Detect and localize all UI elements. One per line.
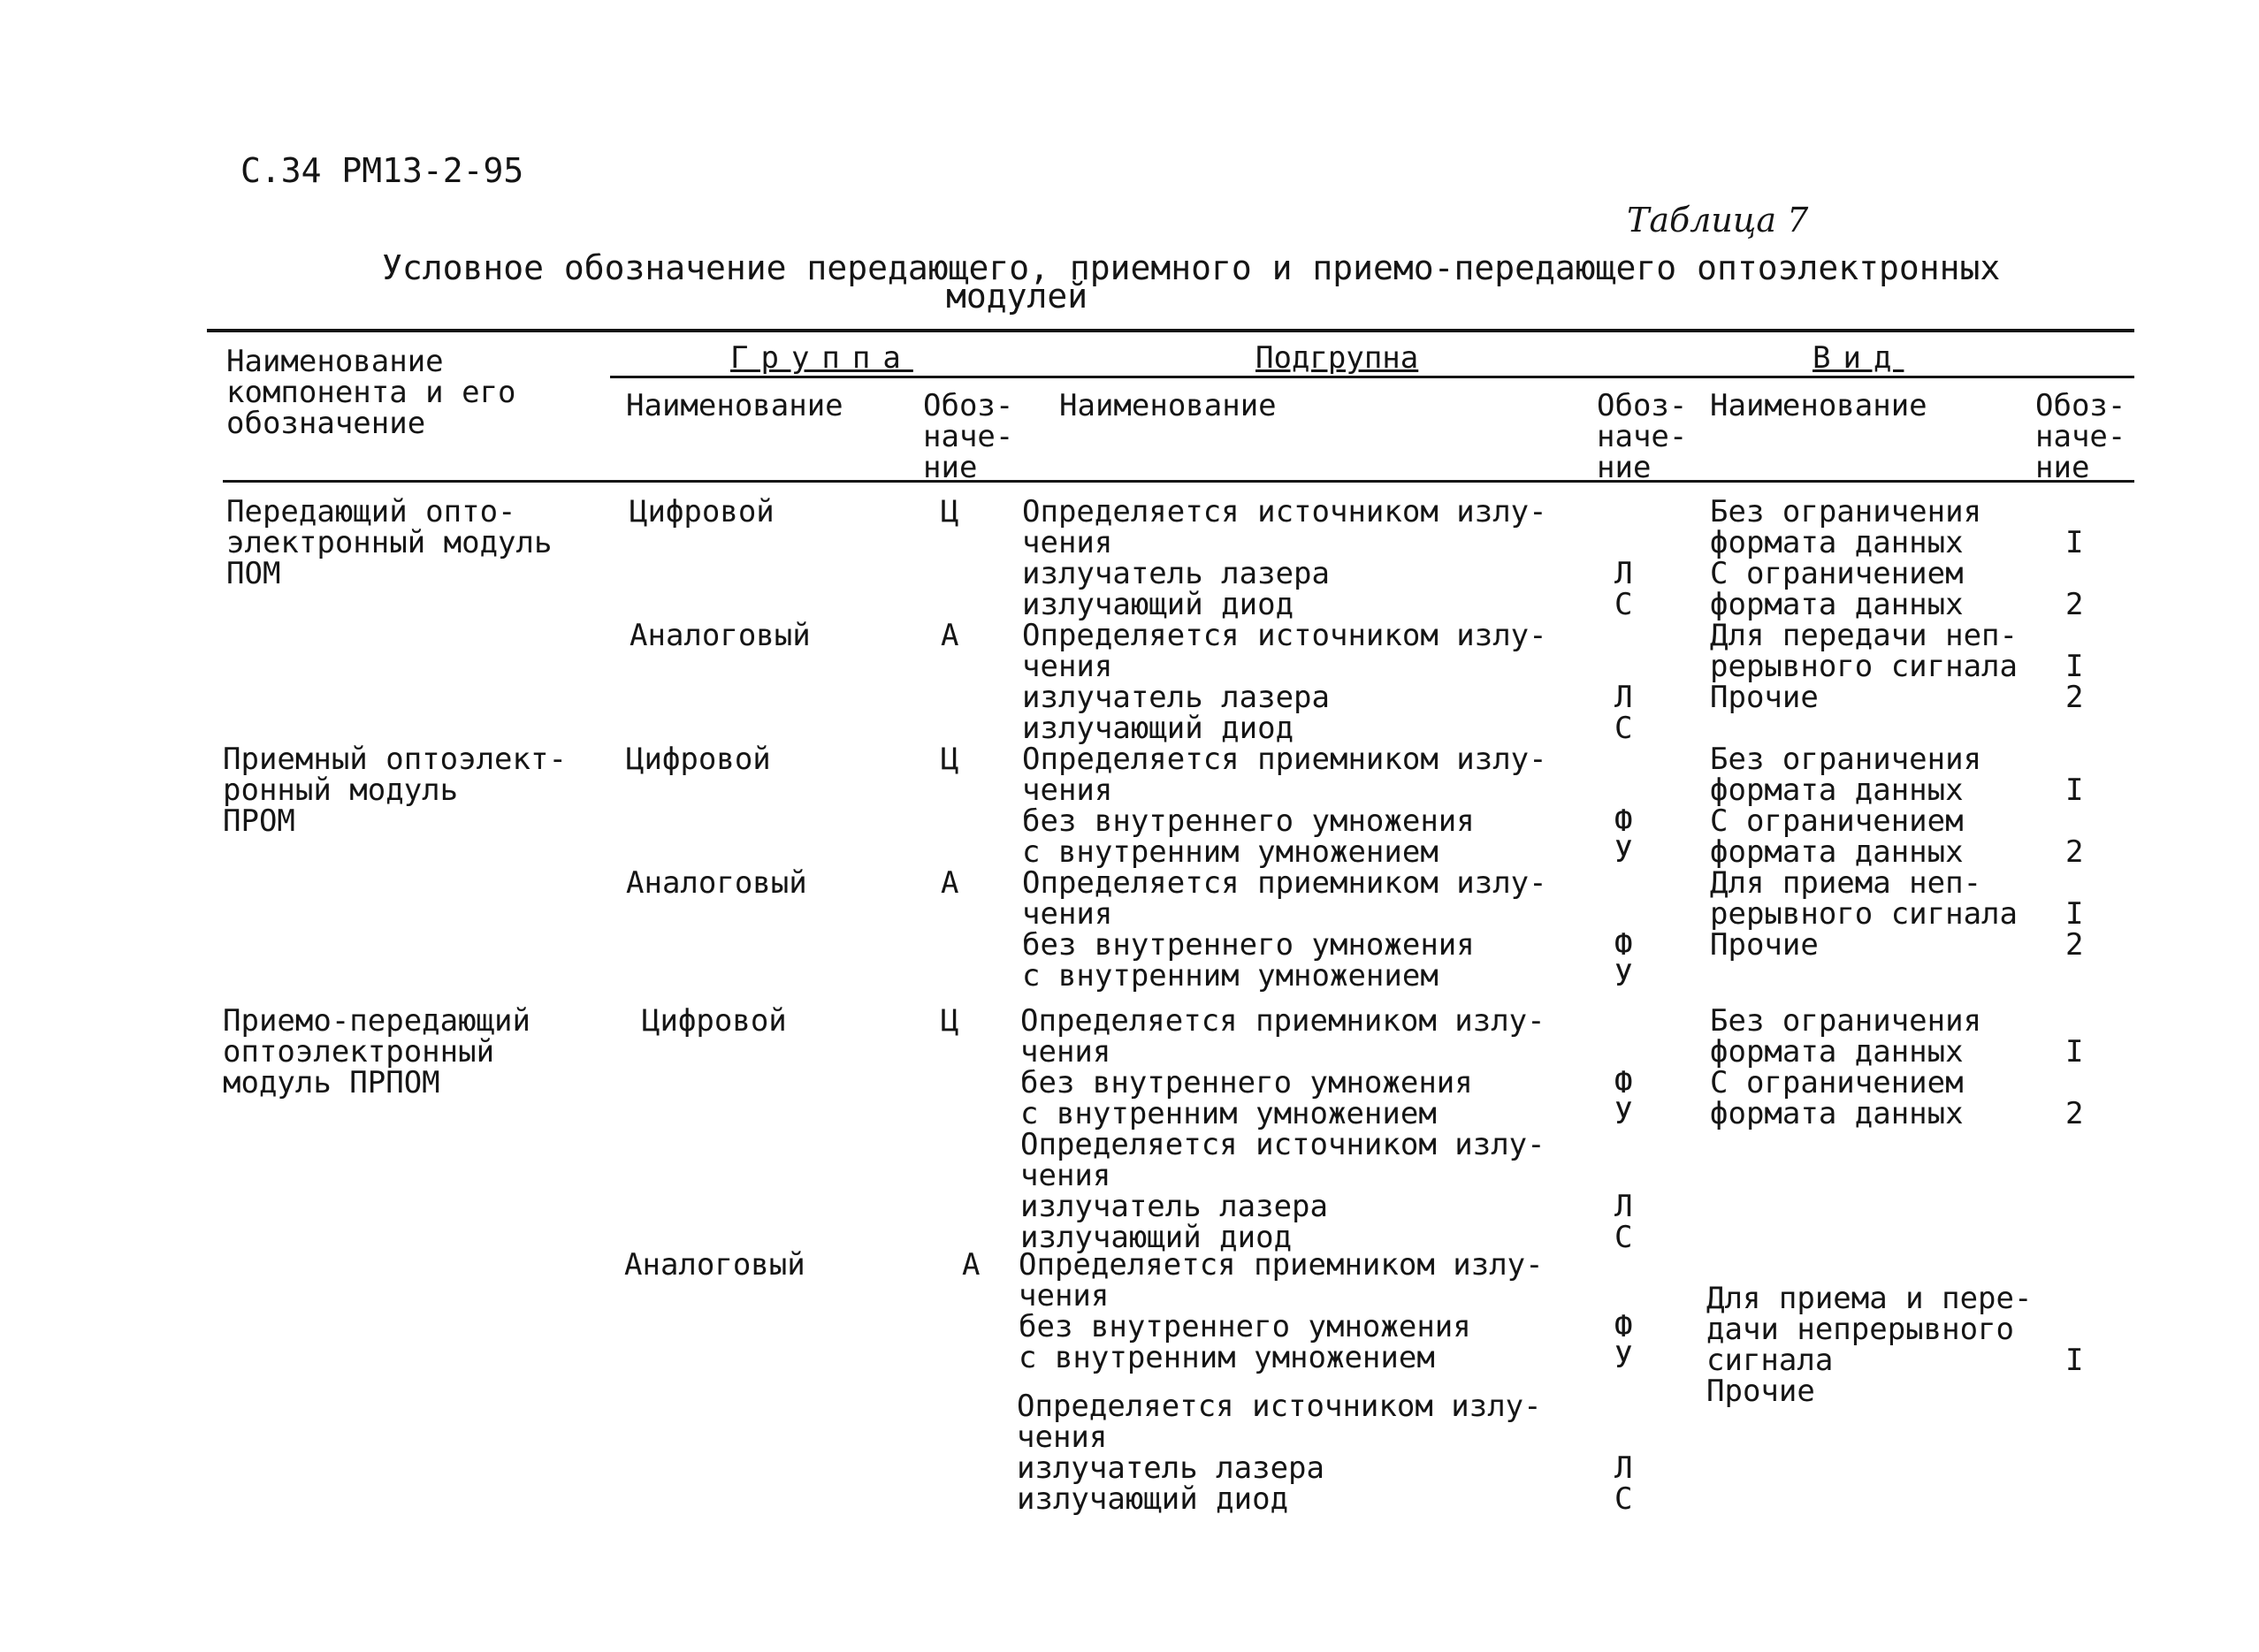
subgroup-codes: Ф У Л С [1614, 1065, 1633, 1255]
col-subgroup-name-header: Наименование [1059, 388, 1277, 423]
subgroup-codes: Ф У [1614, 803, 1633, 870]
kind-codes: I 2 [2065, 649, 2084, 715]
subgroup-codes: Л С [1614, 1450, 1633, 1517]
col-group-name-header: Наименование [626, 388, 843, 423]
subgroup-text: Определяется источником излу- чения излучатель лазера излучающий диод [1017, 1389, 1542, 1517]
col-component-header: Наименование компонента и его обозначение [226, 344, 516, 441]
subgroup-codes: Ф У [1614, 927, 1633, 993]
group-code: А [941, 618, 959, 653]
kind-text: Без ограничения формата данных С ограничением формата данных [1710, 742, 1982, 870]
col-group-header: Группа [730, 340, 913, 376]
page-header: С.34 РМ13-2-95 [240, 151, 524, 190]
subgroup-codes: Л С [1614, 556, 1633, 622]
group-name: Цифровой [630, 494, 775, 529]
table-label: Таблица 7 [1627, 201, 1809, 240]
subgroup-text: Определяется источником излу- чения излучатель лазера излучающий диод [1022, 494, 1547, 622]
col-kind-code-header: Обоз- наче- ние [2035, 388, 2126, 485]
subgroup-codes: Ф У [1614, 1309, 1633, 1375]
kind-codes: I 2 [2065, 525, 2084, 622]
group-code: Ц [941, 494, 959, 529]
group-name: Аналоговый [626, 865, 807, 901]
kind-text: Для приема неп- рерывного сигнала Прочие [1710, 865, 2018, 963]
kind-codes: I [2065, 1343, 2084, 1378]
table-title-line1: Условное обозначение передающего, приемного и приемо-передающего оптоэлектронных [382, 248, 2001, 287]
group-code: Ц [941, 1003, 959, 1039]
section-component: Приемный оптоэлект- ронный модуль ПРОМ [223, 742, 567, 839]
table-top-rule [207, 329, 2134, 332]
kind-codes: I 2 [2065, 773, 2084, 870]
kind-text: Для приема и пере- дачи непрерывного сигнала Прочие [1706, 1281, 2033, 1409]
kind-codes: I 2 [2065, 896, 2084, 963]
col-kind-header: Вид [1813, 340, 1904, 376]
kind-text: Без ограничения формата данных С ограничением формата данных [1710, 494, 1982, 622]
kind-text: Без ограничения формата данных С ограничением формата данных [1710, 1003, 1982, 1131]
section-component: Передающий опто- электронный модуль ПОМ [226, 494, 553, 591]
header-mid-rule [610, 376, 2134, 378]
kind-text: Для передачи неп- рерывного сигнала Прочие [1710, 618, 2018, 715]
table-title-line2: модулей [946, 277, 1088, 316]
group-name: Цифровой [642, 1003, 787, 1039]
subgroup-text: Определяется приемником излу- чения без внутреннего умножения с внутренним умножением [1022, 742, 1547, 870]
col-subgroup-code-header: Обоз- наче- ние [1597, 388, 1688, 485]
group-code: А [941, 865, 959, 901]
group-code: Ц [941, 742, 959, 777]
kind-codes: I 2 [2065, 1034, 2084, 1131]
subgroup-text: Определяется приемником излу- чения без внутреннего умножения с внутренним умножением [1019, 1247, 1544, 1375]
col-subgroup-header: Подгрупна [1255, 340, 1419, 376]
group-name: Цифровой [626, 742, 771, 777]
group-code: А [962, 1247, 981, 1283]
subgroup-codes: Л С [1614, 680, 1633, 746]
col-kind-name-header: Наименование [1710, 388, 1927, 423]
header-bottom-rule [223, 480, 2134, 483]
col-group-code-header: Обоз- наче- ние [923, 388, 1014, 485]
group-name: Аналоговый [624, 1247, 805, 1283]
subgroup-text: Определяется приемником излу- чения без внутреннего умножения с внутренним умножением Определяется источником излу- чения излучатель лазера излучающий диод [1020, 1003, 1545, 1255]
subgroup-text: Определяется источником излу- чения излучатель лазера излучающий диод [1022, 618, 1547, 746]
section-component: Приемо-передающий оптоэлектронный модуль ПРПОМ [223, 1003, 530, 1100]
group-name: Аналоговый [630, 618, 811, 653]
subgroup-text: Определяется приемником излу- чения без внутреннего умножения с внутренним умножением [1022, 865, 1547, 993]
